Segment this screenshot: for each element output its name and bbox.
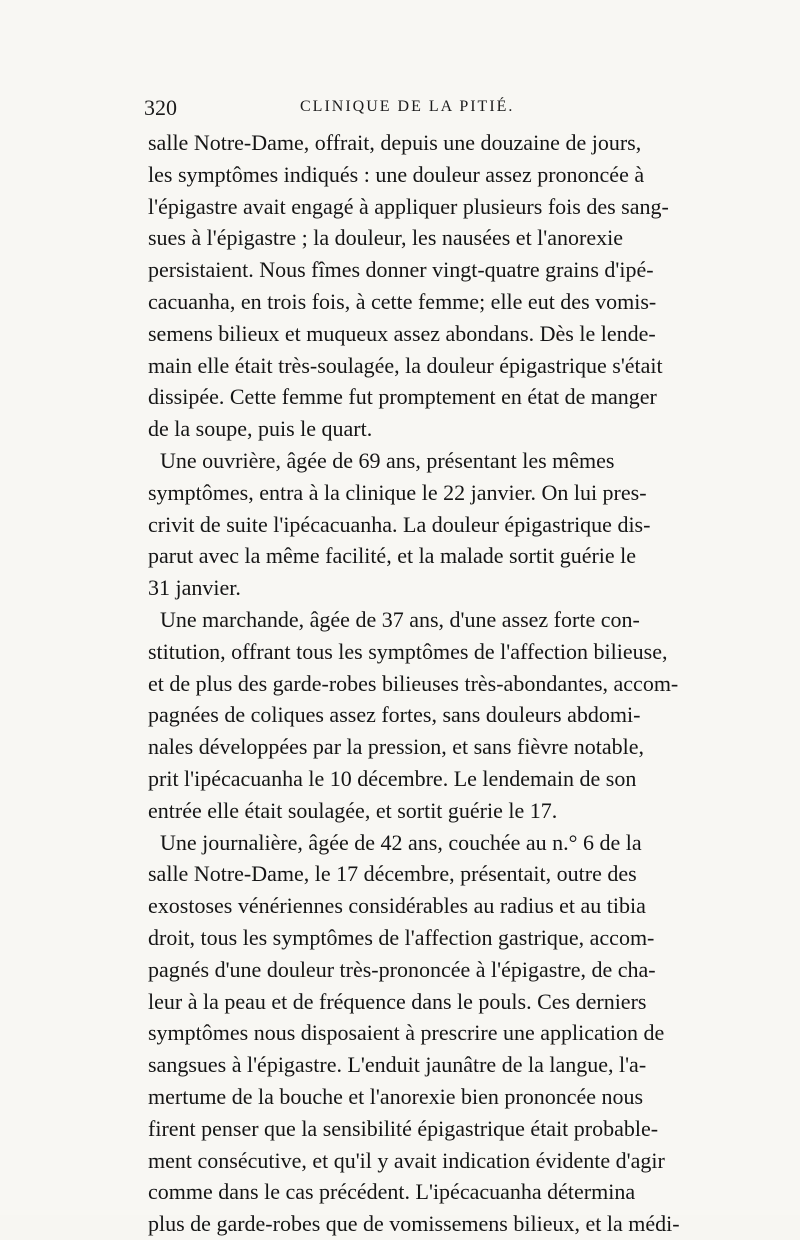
text-line: semens bilieux et muqueux assez abondans. Dès le lende- <box>148 320 656 346</box>
text-line: Une marchande, âgée de 37 ans, d'une assez forte con- <box>160 606 640 632</box>
text-line: symptômes nous disposaient à prescrire une application de <box>148 1020 665 1046</box>
text-line: les symptômes indiqués : une douleur assez prononcée à <box>148 161 645 187</box>
text-line: prit l'ipécacuanha le 10 décembre. Le lendemain de son <box>148 765 637 791</box>
text-line: pagnés d'une douleur très-prononcée à l'épigastre, de cha- <box>148 956 656 982</box>
text-line: entrée elle était soulagée, et sortit guérie le 17. <box>148 797 558 823</box>
text-line: pagnées de coliques assez fortes, sans douleurs abdomi- <box>148 702 641 728</box>
text-line: parut avec la même facilité, et la malade sortit guérie le <box>148 543 637 569</box>
text-line: main elle était très-soulagée, la douleur épigastrique s'était <box>148 352 663 378</box>
text-line: l'épigastre avait engagé à appliquer plusieurs fois des sang- <box>148 193 669 219</box>
text-line: sues à l'épigastre ; la douleur, les nausées et l'anorexie <box>148 225 623 251</box>
text-line: Une journalière, âgée de 42 ans, couchée au n.° 6 de la <box>160 829 642 855</box>
running-head: CLINIQUE DE LA PITIÉ. <box>300 98 515 115</box>
text-line: stitution, offrant tous les symptômes de l'affection bilieuse, <box>148 638 668 664</box>
text-line: nales développées par la pression, et sans fièvre notable, <box>148 734 645 760</box>
text-line: Une ouvrière, âgée de 69 ans, présentant les mêmes <box>160 447 615 473</box>
text-line: mertume de la bouche et l'anorexie bien prononcée nous <box>148 1083 644 1109</box>
page-number: 320 <box>144 95 177 120</box>
text-line: ment consécutive, et qu'il y avait indication évidente d'agir <box>148 1147 665 1173</box>
text-line: cacuanha, en trois fois, à cette femme; elle eut des vomis- <box>148 288 657 314</box>
text-line: persistaient. Nous fîmes donner vingt-quatre grains d'ipé- <box>148 257 654 283</box>
text-line: plus de garde-robes que de vomissemens bilieux, et la médi- <box>148 1211 680 1237</box>
text-line: 31 janvier. <box>148 575 241 601</box>
text-line: salle Notre-Dame, offrait, depuis une douzaine de jours, <box>148 130 642 155</box>
text-line: droit, tous les symptômes de l'affection gastrique, accom- <box>148 924 655 950</box>
text-line: firent penser que la sensibilité épigastrique était probable- <box>148 1115 659 1141</box>
page-header <box>140 95 670 119</box>
text-line: crivit de suite l'ipécacuanha. La douleur épigastrique dis- <box>148 511 651 537</box>
text-line: salle Notre-Dame, le 17 décembre, présentait, outre des <box>148 861 637 887</box>
text-line: symptômes, entra à la clinique le 22 janvier. On lui pres- <box>148 479 647 505</box>
text-line: de la soupe, puis le quart. <box>148 416 373 442</box>
text-line: dissipée. Cette femme fut promptement en état de manger <box>148 384 657 410</box>
text-line: leur à la peau et de fréquence dans le pouls. Ces derniers <box>148 988 647 1014</box>
body-text <box>148 127 680 1240</box>
text-line: comme dans le cas précédent. L'ipécacuanha détermina <box>148 1179 636 1205</box>
text-line: et de plus des garde-robes bilieuses très-abondantes, accom- <box>148 670 679 696</box>
text-line: exostoses vénériennes considérables au radius et au tibia <box>148 893 646 919</box>
text-line: sangsues à l'épigastre. L'enduit jaunâtre de la langue, l'a- <box>148 1052 647 1078</box>
